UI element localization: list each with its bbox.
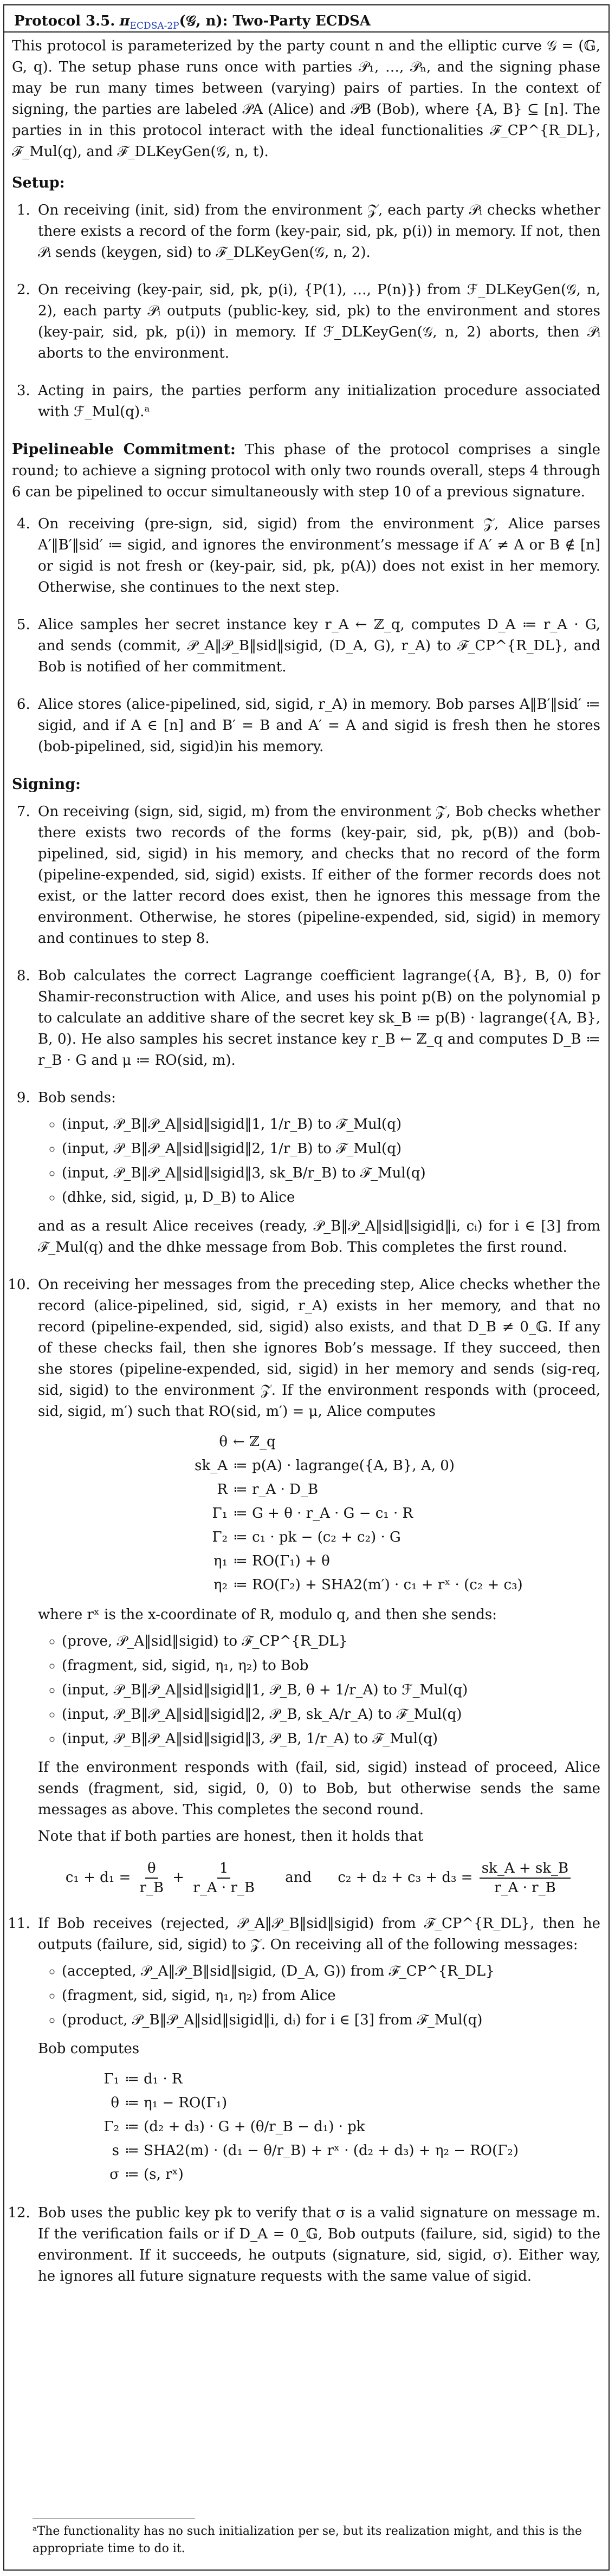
protocol-name: $\pi_{ECDSA-2P}(𝒢$, n): Two-Party ECDSA [119,13,371,32]
setup-heading: Setup: [12,174,65,191]
pipeline-steps [12,514,600,758]
step-3: 3. Acting in pairs, the parties perform any initialization procedure associated with ℱ_Mul(q).ᵃ [35,380,600,423]
step-8: 8. Bob calculates the correct Lagrange coefficient lagrange({A, B}, B, 0) for Shamir-reconstruction with Alice, and uses his point p(B) on the polynomial p to calculate an additive share of the secret key sk_B ≔ p(B) · lagrange({A, B}, B, 0). He also samples his secret instance key r_B ← ℤ_q and computes D_B ≔ r_B · G and μ ≔ RO(sid, m). [35,966,600,1071]
step-7: 7. On receiving (sign, sid, sigid, m) from the environment 𝒵, Bob checks whether there exists two records of the forms (key-pair, sid, pk, p(B)) and (bob-pipelined, sid, sigid) in his memory, and checks that no record of the form (pipeline-expended, sid, sigid) exists. If either of the former records does not exist, or the latter record does exist, then he ignores this message from the environment. Otherwise, he stores (pipeline-expended, sid, sigid) in memory and continues to step 8. [35,801,600,949]
step-10-after: If the environment responds with (fail, sid, sigid) instead of proceed, Alice sends (fragment, sid, sigid, 0, 0) to Bob, but otherwise sends the same messages as above. This completes the second round. [38,1759,600,1818]
step-10-bullet: ◦ (input, 𝒫_B‖𝒫_A‖sid‖sigid‖1, 𝒫_B, θ + 1/r_A) to ℱ_Mul(q) [62,1680,600,1701]
step-9-lead: Bob sends: [38,1090,116,1106]
step-11-bullets [38,1961,600,2031]
step-10 [35,1274,600,1897]
step-11-mid: Bob computes [38,2041,140,2057]
step-12: 12. Bob uses the public key pk to verify that σ is a valid signature on message m. If the verification fails or if D_A = 0_𝔾, Bob outputs (failure, sid, sigid) to the environment. If it succeeds, he outputs (signature, sid, sigid, σ). Either way, he ignores all future signature requests with the same value of sigid. [35,2203,600,2287]
step-9 [35,1088,600,1258]
step-11 [35,1913,600,2186]
signing-steps [12,801,600,2287]
step-9-bullets [38,1114,600,1208]
pipeline-heading: Pipelineable Commitment: [12,441,236,458]
protocol-number: Protocol 3.5. [14,13,115,29]
step-4: 4. On receiving (pre-sign, sid, sigid) from the environment 𝒵, Alice parses A′‖B′‖sid′ ≔ sigid, and ignores the environment’s message if A′ ≠ A or B ∉ [n] or sigid is not fresh or (key-pair, sid, pk, p(A)) does not exist in her memory. Otherwise, she continues to the next step. [35,514,600,598]
step-1: 1. On receiving (init, sid) from the environment 𝒵, each party 𝒫ᵢ checks whether there exists a record of the form (key-pair, sid, pk, p(i)) in memory. If not, then 𝒫ᵢ sends (keygen, sid) to ℱ_DLKeyGen(𝒢, n, 2). [35,200,600,263]
step-10-equations: θ ← ℤ_q sk_A ≔ p(A) · lagrange({A, B}, A, 0) R ≔ r_A · D_B Γ₁ ≔ G + θ · r_A · G − c₁ · R Γ₂ ≔ c₁ · pk − (c₂ + c₂) · G η₁ ≔ RO(Γ₁) + θ η₂ ≔ RO(Γ₂) + SHA2(m′) · c₁ + rˣ · (c₂ + c₃) [195,1434,523,1593]
step-2: 2. On receiving (key-pair, sid, pk, p(i), {P(1), …, P(n)}) from ℱ_DLKeyGen(𝒢, n, 2), each party 𝒫ᵢ outputs (public-key, sid, pk) to the environment and stores (key-pair, sid, pk, p(i)) in memory. If ℱ_DLKeyGen(𝒢, n, 2) aborts, then 𝒫ᵢ aborts to the environment. [35,280,600,364]
step-10-lead: On receiving her messages from the preceding step, Alice checks whether the record (alice-pipelined, sid, sigid, r_A) exists in her memory, and that no record (pipeline-expended, sid, sigid) also exists, and that D_B ≠ 0_𝔾. If any of these checks fail, then she ignores Bob’s message. If they succeed, then she stores (pipeline-expended, sid, sigid) in her memory and sends (sig-req, sid, sigid) to the environment 𝒵. If the environment responds with (proceed, sid, sigid, m′) such that RO(sid, m′) = μ, Alice computes [38,1277,600,1420]
step-9-bullet: ◦ (input, 𝒫_B‖𝒫_A‖sid‖sigid‖1, 1/r_B) to ℱ_Mul(q) [62,1114,600,1135]
step-9-bullet: ◦ (input, 𝒫_B‖𝒫_A‖sid‖sigid‖3, sk_B/r_B) to ℱ_Mul(q) [62,1163,600,1184]
step-10-bullet: ◦ (fragment, sid, sigid, η₁, η₂) to Bob [62,1655,600,1677]
step-10-bullets [38,1631,600,1750]
step-10-note: Note that if both parties are honest, then it holds that [38,1828,424,1844]
step-9-bullet: ◦ (input, 𝒫_B‖𝒫_A‖sid‖sigid‖2, 1/r_B) to ℱ_Mul(q) [62,1138,600,1160]
step-9-after: and as a result Alice receives (ready, 𝒫_B‖𝒫_A‖sid‖sigid‖i, cᵢ) for i ∈ [3] from ℱ_Mul(q) and the dhke message from Bob. This completes the first round. [38,1218,600,1255]
step-11-bullet: ◦ (fragment, sid, sigid, η₁, η₂) from Alice [62,1985,600,2007]
step-10-bullet: ◦ (input, 𝒫_B‖𝒫_A‖sid‖sigid‖2, 𝒫_B, sk_A/r_A) to ℱ_Mul(q) [62,1704,600,1725]
step-10-bullet: ◦ (input, 𝒫_B‖𝒫_A‖sid‖sigid‖3, 𝒫_B, 1/r_A) to ℱ_Mul(q) [62,1729,600,1750]
protocol-header [3,4,610,33]
step-9-bullet: ◦ (dhke, sid, sigid, μ, D_B) to Alice [62,1187,600,1208]
intro-paragraph: This protocol is parameterized by the party count n and the elliptic curve 𝒢 = (𝔾, G, q). The setup phase runs once with parties 𝒫₁, …, 𝒫ₙ, and the signing phase may be run many times between (varying) pairs of parties. In the context of signing, the parties are labeled 𝒫A (Alice) and 𝒫B (Bob), where {A, B} ⊆ [n]. The parties in in this protocol interact with the ideal functionalities ℱ_CP^{R_DL}, ℱ_Mul(q), and ℱ_DLKeyGen(𝒢, n, t). [12,38,600,160]
step-10-final-equation: c₁ + d₁ = $\frac{\theta}{r\_B}$ + $\frac{1}{r\_A \cdot r\_B}$ and c₂ + d₂ + c₃ + d₃ = $\frac{sk\_A + sk\_B}{r\_A \cdot r\_B}$ [38,1859,600,1897]
footnote: ᵃThe functionality has no such initialization per se, but its realization might, and this is the appropriate time to do it. [33,2525,582,2555]
signing-heading: Signing: [12,776,81,793]
step-11-bullet: ◦ (accepted, 𝒫_A‖𝒫_B‖sid‖sigid, (D_A, G)) from ℱ_CP^{R_DL} [62,1961,600,1982]
step-6: 6. Alice stores (alice-pipelined, sid, sigid, r_A) in memory. Bob parses A‖B′‖sid′ ≔ sigid, and if A ∈ [n] and B′ = B and A′ = A and sigid is fresh then he stores (bob-pipelined, sid, sigid)in his memory. [35,694,600,758]
step-10-bullet: ◦ (prove, 𝒫_A‖sid‖sigid) to ℱ_CP^{R_DL} [62,1631,600,1652]
setup-steps [12,200,600,423]
step-11-bullet: ◦ (product, 𝒫_B‖𝒫_A‖sid‖sigid‖i, dᵢ) for i ∈ [3] from ℱ_Mul(q) [62,2010,600,2031]
step-5: 5. Alice samples her secret instance key r_A ← ℤ_q, computes D_A ≔ r_A · G, and sends (commit, 𝒫_A‖𝒫_B‖sid‖sigid, (D_A, G), r_A) to ℱ_CP^{R_DL}, and Bob is notified of her commitment. [35,614,600,678]
step-10-mid: where rˣ is the x-coordinate of R, modulo q, and then she sends: [38,1607,497,1623]
protocol-body [12,36,600,2303]
pipeline-paragraph: Pipelineable Commitment: This phase of the protocol comprises a single round; to achieve a signing protocol with only two rounds overall, steps 4 through 6 can be pipelined to occur simultaneously with step 10 of a previous signature. [12,441,601,500]
step-11-equations: Γ₁ ≔ d₁ · R θ ≔ η₁ − RO(Γ₁) Γ₂ ≔ (d₂ + d₃) · G + (θ/r_B − d₁) · pk s ≔ SHA2(m) · (d₁ − θ/r_B) + rˣ · (d₂ + d₃) + η₂ − RO(Γ₂) σ ≔ (s, rˣ) [103,2071,519,2183]
step-11-lead: If Bob receives (rejected, 𝒫_A‖𝒫_B‖sid‖sigid) from ℱ_CP^{R_DL}, then he outputs (failure, sid, sigid) to 𝒵. On receiving all of the following messages: [38,1915,600,1953]
